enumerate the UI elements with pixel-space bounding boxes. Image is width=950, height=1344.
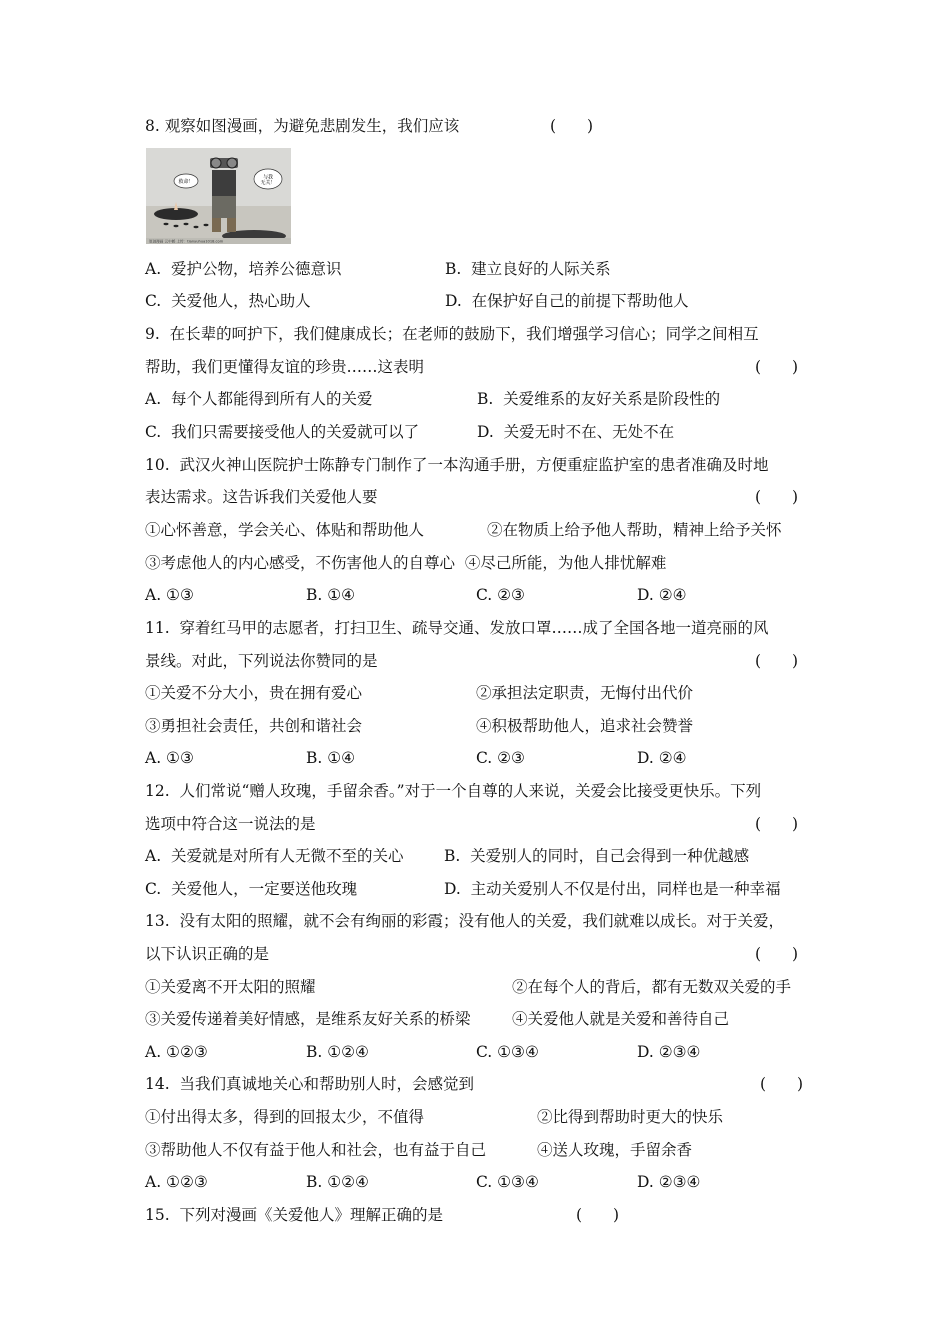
q14-choice-c: C. ①③④ xyxy=(476,1173,539,1191)
q11-item-2: ②承担法定职责，无悔付出代价 xyxy=(476,684,694,702)
comic-caption: 原创漫画 云中鹤 上传：tianyuhua1018.com xyxy=(149,239,224,244)
q11-answer-paren: ( ) xyxy=(755,652,799,670)
q13-choice-b: B. ①②④ xyxy=(306,1043,369,1061)
q11-item-1: ①关爱不分大小，贵在拥有爱心 xyxy=(145,684,363,702)
q10-choice-d: D. ②④ xyxy=(637,586,687,604)
q13-item-3: ③关爱传递着美好情感，是维系友好关系的桥梁 xyxy=(145,1010,471,1028)
comic-bubble-right: 与我无关！ xyxy=(260,174,276,186)
q10-item-1: ①心怀善意，学会关心、体贴和帮助他人 xyxy=(145,521,425,539)
q14-item-1: ①付出得太多，得到的回报太少，不值得 xyxy=(145,1108,425,1126)
q10-item-2: ②在物质上给予他人帮助，精神上给予关怀 xyxy=(487,521,782,539)
q13-item-4: ④关爱他人就是关爱和善待自己 xyxy=(512,1010,730,1028)
q10-stem-line2: 表达需求。这告诉我们关爱他人要 xyxy=(145,488,378,506)
q11-item-4: ④积极帮助他人，追求社会赞誉 xyxy=(476,717,694,735)
q9-option-d: D. 关爱无时不在、无处不在 xyxy=(477,423,675,441)
q12-stem-line2: 选项中符合这一说法的是 xyxy=(145,815,316,833)
q10-choice-b: B. ①④ xyxy=(306,586,356,604)
q14-choice-b: B. ①②④ xyxy=(306,1173,369,1191)
q8-option-c: C. 关爱他人，热心助人 xyxy=(145,292,311,310)
q14-item-4: ④送人玫瑰，手留余香 xyxy=(537,1141,693,1159)
q11-choice-c: C. ②③ xyxy=(476,749,525,767)
q12-option-c: C. 关爱他人，一定要送他玫瑰 xyxy=(145,880,358,898)
q10-answer-paren: ( ) xyxy=(755,488,799,506)
q12-stem-line1: 12. 人们常说“赠人玫瑰，手留余香。”对于一个自尊的人来说，关爱会比接受更快乐。下列 xyxy=(145,782,762,800)
q8-stem: 8. 观察如图漫画，为避免悲剧发生，我们应该 xyxy=(145,117,460,135)
q8-answer-paren: ( ) xyxy=(550,117,594,135)
comic-bubble-left: 救命！ xyxy=(178,179,194,185)
q11-choice-b: B. ①④ xyxy=(306,749,356,767)
q9-option-c: C. 我们只需要接受他人的关爱就可以了 xyxy=(145,423,420,441)
q14-item-2: ②比得到帮助时更大的快乐 xyxy=(537,1108,724,1126)
q15-stem: 15. 下列对漫画《关爱他人》理解正确的是 xyxy=(145,1206,444,1224)
q12-answer-paren: ( ) xyxy=(755,815,799,833)
q12-option-a: A. 关爱就是对所有人无微不至的关心 xyxy=(145,847,404,865)
q15-answer-paren: ( ) xyxy=(576,1206,620,1224)
q11-choice-a: A. ①③ xyxy=(145,749,194,767)
q8-option-d: D. 在保护好自己的前提下帮助他人 xyxy=(445,292,689,310)
q11-item-3: ③勇担社会责任，共创和谐社会 xyxy=(145,717,363,735)
q13-item-2: ②在每个人的背后，都有无数双关爱的手 xyxy=(512,978,792,996)
q13-choice-c: C. ①③④ xyxy=(476,1043,539,1061)
q13-answer-paren: ( ) xyxy=(755,945,799,963)
q14-choice-a: A. ①②③ xyxy=(145,1173,208,1191)
q10-stem-line1: 10. 武汉火神山医院护士陈静专门制作了一本沟通手册，方便重症监护室的患者准确及时地 xyxy=(145,456,769,474)
q9-stem-line1: 9. 在长辈的呵护下，我们健康成长；在老师的鼓励下，我们增强学习信心；同学之间相互 xyxy=(145,325,759,343)
q13-stem-line2: 以下认识正确的是 xyxy=(145,945,270,963)
q13-choice-d: D. ②③④ xyxy=(637,1043,701,1061)
q14-answer-paren: ( ) xyxy=(760,1075,804,1093)
q12-option-b: B. 关爱别人的同时，自己会得到一种优越感 xyxy=(444,847,750,865)
q8-option-b: B. 建立良好的人际关系 xyxy=(445,260,611,278)
q11-choice-d: D. ②④ xyxy=(637,749,687,767)
q9-stem-line2: 帮助，我们更懂得友谊的珍贵……这表明 xyxy=(145,358,425,376)
q10-choice-a: A. ①③ xyxy=(145,586,194,604)
q13-item-1: ①关爱离不开太阳的照耀 xyxy=(145,978,316,996)
q9-option-b: B. 关爱维系的友好关系是阶段性的 xyxy=(477,390,721,408)
q8-option-a: A. 爱护公物，培养公德意识 xyxy=(145,260,342,278)
q9-answer-paren: ( ) xyxy=(755,358,799,376)
q14-choice-d: D. ②③④ xyxy=(637,1173,701,1191)
q13-choice-a: A. ①②③ xyxy=(145,1043,208,1061)
q14-item-3: ③帮助他人不仅有益于他人和社会，也有益于自己 xyxy=(145,1141,487,1159)
q9-option-a: A. 每个人都能得到所有人的关爱 xyxy=(145,390,373,408)
q10-choice-c: C. ②③ xyxy=(476,586,525,604)
q8-comic-image xyxy=(146,148,291,244)
q12-option-d: D. 主动关爱别人不仅是付出，同样也是一种幸福 xyxy=(444,880,781,898)
q11-stem-line2: 景线。对此，下列说法你赞同的是 xyxy=(145,652,378,670)
q13-stem-line1: 13. 没有太阳的照耀，就不会有绚丽的彩霞；没有他人的关爱，我们就难以成长。对于关爱， xyxy=(145,912,785,930)
q11-stem-line1: 11. 穿着红马甲的志愿者，打扫卫生、疏导交通、发放口罩……成了全国各地一道亮丽的风 xyxy=(145,619,769,637)
q14-stem: 14. 当我们真诚地关心和帮助别人时，会感觉到 xyxy=(145,1075,475,1093)
q10-items-3-4: ③考虑他人的内心感受，不伤害他人的自尊心 ④尽己所能，为他人排忧解难 xyxy=(145,554,667,572)
